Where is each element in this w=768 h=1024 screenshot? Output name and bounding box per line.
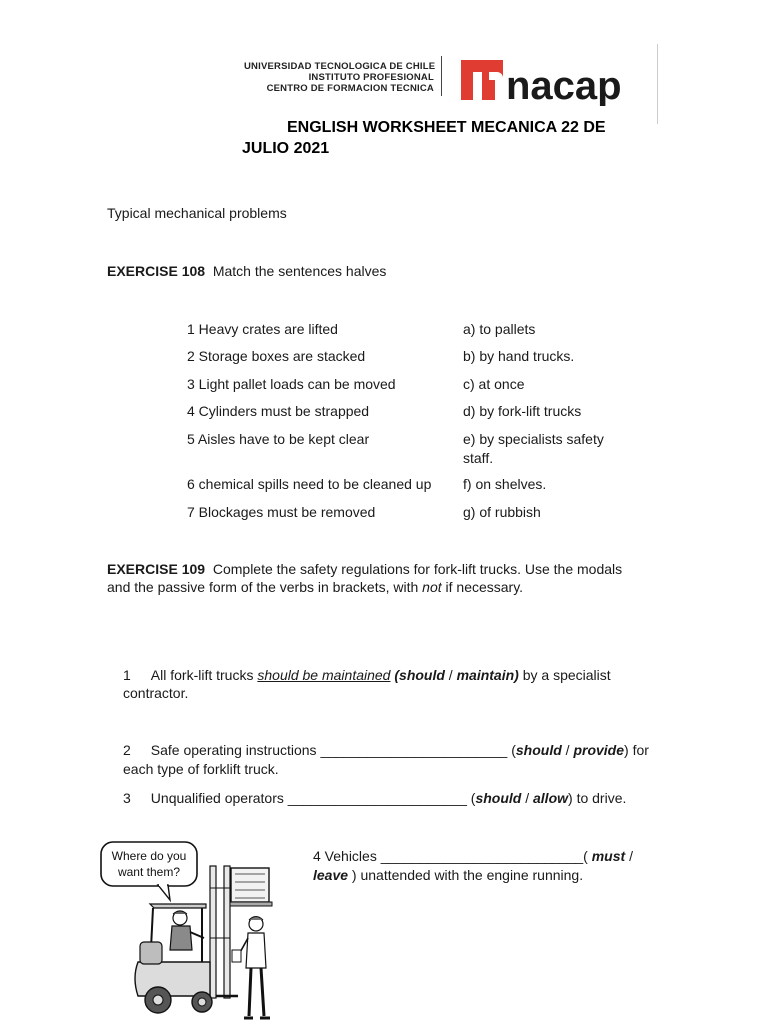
worksheet-subtitle: Typical mechanical problems <box>107 205 287 221</box>
question-4-modal: must <box>591 848 626 864</box>
question-2-verb: provide <box>573 742 625 758</box>
question-4-line-2 <box>313 866 653 884</box>
institution-name <box>244 61 434 94</box>
question-3-modal: should <box>475 790 522 806</box>
question-1 <box>123 666 683 684</box>
question-1-line-2: contractor. <box>123 685 189 701</box>
question-4-text: 4 Vehicles <box>313 848 381 864</box>
forklift-illustration <box>98 838 278 1024</box>
question-3-open: ( <box>466 790 476 806</box>
worksheet-title-line-2: JULIO 2021 <box>242 140 330 157</box>
match-left-3: 3 Light pallet loads can be moved <box>187 376 396 392</box>
question-4-post: ) unattended with the engine running. <box>348 867 584 883</box>
question-2-number: 2 <box>123 742 131 758</box>
match-left-6: 6 chemical spills need to be cleaned up <box>187 476 432 492</box>
page-edge-line <box>657 44 658 124</box>
question-3-number: 3 <box>123 790 131 806</box>
speech-bubble <box>101 842 197 900</box>
question-2-line-2: each type of forklift truck. <box>123 761 279 777</box>
match-left-7: 7 Blockages must be removed <box>187 504 376 520</box>
exercise-109-instruction-a: Complete the safety regulations for fork-lift trucks. Use the modals <box>212 561 623 577</box>
question-1-text: All fork-lift trucks <box>150 667 258 683</box>
question-3-verb: allow <box>533 790 569 806</box>
match-right-c: c) at once <box>463 376 525 392</box>
question-4-verb: leave <box>313 867 349 883</box>
match-right-d: d) by fork-lift trucks <box>463 403 582 419</box>
exercise-108-instruction: Match the sentences halves <box>212 263 387 279</box>
exercise-108-label: EXERCISE 108 <box>107 263 206 279</box>
exercise-109-label: EXERCISE 109 <box>107 561 206 577</box>
match-right-e: e) by specialists safety <box>463 431 604 447</box>
instruction-not: not <box>422 579 442 595</box>
match-left-5: 5 Aisles have to be kept clear <box>187 431 370 447</box>
question-1-answer: should be maintained <box>257 667 391 683</box>
question-1-verb: maintain) <box>456 667 519 683</box>
speech-line-1: Where do you <box>111 849 187 863</box>
question-2-modal: should <box>515 742 562 758</box>
match-right-e-cont: staff. <box>463 450 494 466</box>
question-2-open: ( <box>507 742 516 758</box>
question-4-slash: / <box>625 848 633 864</box>
speech-line-2: want them? <box>117 865 181 879</box>
match-right-a: a) to pallets <box>463 321 536 337</box>
question-2-text: Safe operating instructions <box>150 742 321 758</box>
match-left-1: 1 Heavy crates are lifted <box>187 321 338 337</box>
worker-icon <box>232 917 270 1019</box>
match-right-g: g) of rubbish <box>463 504 541 520</box>
question-2-blank[interactable]: ________________________ <box>320 742 508 758</box>
instruction-b-part2: if necessary. <box>441 579 524 595</box>
question-1-post: by a specialist <box>518 667 611 683</box>
question-3-slash: / <box>521 790 533 806</box>
header-divider <box>441 56 442 96</box>
question-2-slash: / <box>561 742 574 758</box>
question-4-blank[interactable]: __________________________ <box>380 848 584 864</box>
question-3 <box>123 789 683 807</box>
question-1-number: 1 <box>123 667 131 683</box>
match-right-b: b) by hand trucks. <box>463 348 575 364</box>
question-1-modal: (should <box>390 667 445 683</box>
institution-line-1: UNIVERSIDAD TECNOLOGICA DE CHILE <box>244 61 436 72</box>
match-right-f: f) on shelves. <box>463 476 547 492</box>
exercise-108-heading <box>107 262 386 280</box>
question-4 <box>313 847 653 865</box>
svg-text:nacap: nacap <box>506 64 622 106</box>
institution-line-3: CENTRO DE FORMACION TECNICA <box>266 83 434 94</box>
question-4-open: ( <box>583 848 592 864</box>
question-3-text: Unqualified operators <box>150 790 288 806</box>
question-3-blank[interactable]: _______________________ <box>287 790 467 806</box>
worksheet-title-line-1: ENGLISH WORKSHEET MECANICA 22 DE <box>287 119 606 136</box>
match-left-2: 2 Storage boxes are stacked <box>187 348 366 364</box>
exercise-109-instruction-b <box>107 578 667 596</box>
question-3-post: ) to drive. <box>568 790 627 806</box>
question-2 <box>123 741 683 759</box>
match-left-4: 4 Cylinders must be strapped <box>187 403 370 419</box>
inacap-logo <box>461 58 636 106</box>
question-2-post: ) for <box>624 742 649 758</box>
exercise-109-heading <box>107 560 667 578</box>
instruction-b-part1: and the passive form of the verbs in brackets, with <box>107 579 423 595</box>
question-1-slash: / <box>444 667 457 683</box>
institution-line-2: INSTITUTO PROFESIONAL <box>308 72 434 83</box>
